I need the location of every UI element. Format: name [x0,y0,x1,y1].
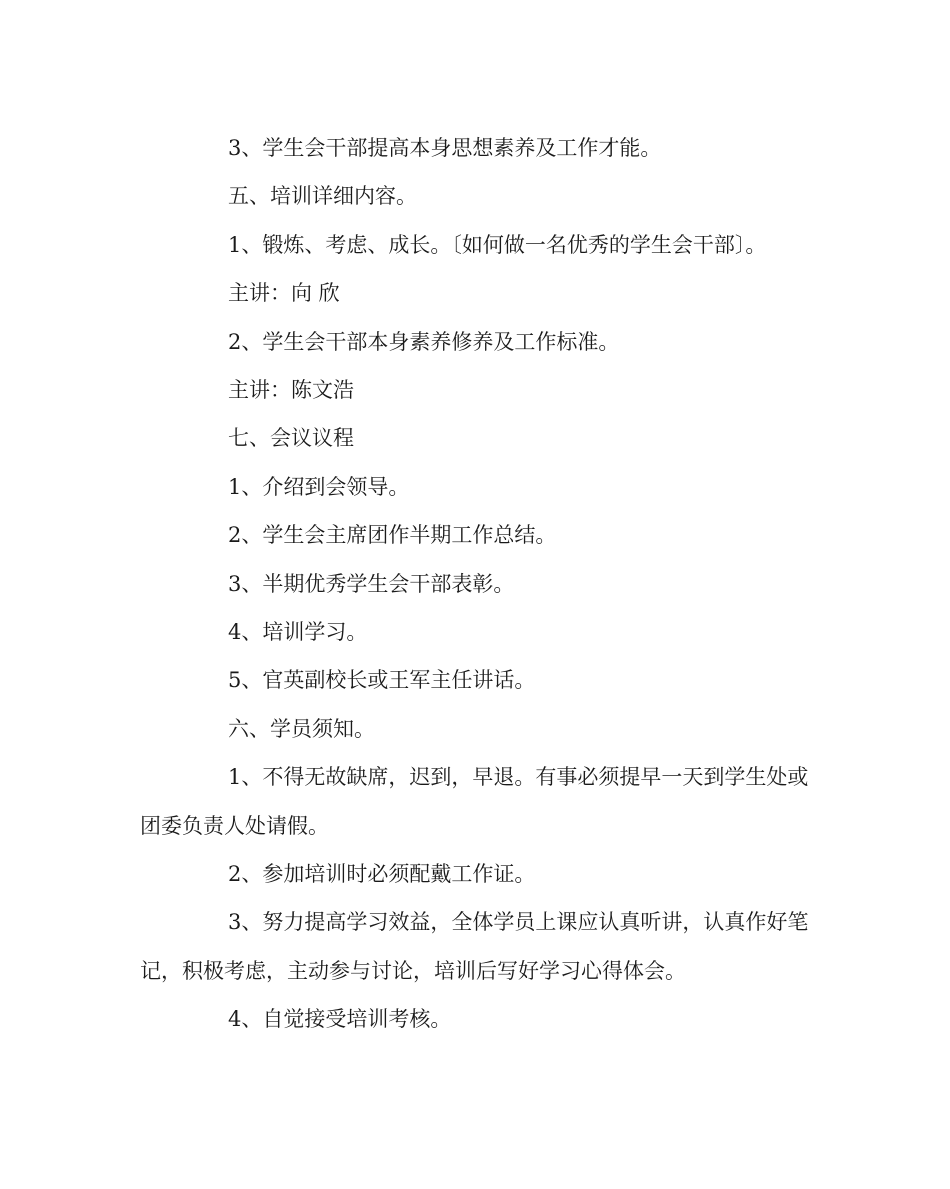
section-heading: 六、学员须知。 [228,717,375,741]
paragraph: 主讲：陈文浩 [228,378,354,402]
paragraph: 1、不得无故缺席，迟到，早退。有事必须提早一天到学生处或团委负责人处请假。 [140,765,809,838]
section-heading: 五、培训详细内容。 [228,184,417,208]
paragraph: 2、学生会主席团作半期工作总结。 [228,523,557,547]
paragraph: 5、官英副校长或王军主任讲话。 [228,668,536,692]
paragraph: 1、介绍到会领导。 [228,475,410,499]
paragraph: 2、参加培训时必须配戴工作证。 [228,862,536,886]
paragraph: 4、培训学习。 [228,620,368,644]
section-heading: 七、会议议程 [228,426,354,450]
paragraph: 3、努力提高学习效益，全体学员上课应认真听讲，认真作好笔记，积极考虑，主动参与讨论，培训后写好学习心得体会。 [140,910,809,983]
paragraph: 1、锻炼、考虑、成长。〔如何做一名优秀的学生会干部〕。 [228,233,767,257]
paragraph: 3、半期优秀学生会干部表彰。 [228,572,515,596]
paragraph: 4、自觉接受培训考核。 [228,1007,452,1031]
paragraph: 主讲：向 欣 [228,281,340,305]
paragraph: 2、学生会干部本身素养修养及工作标准。 [228,330,620,354]
paragraph: 3、学生会干部提高本身思想素养及工作才能。 [228,136,662,160]
